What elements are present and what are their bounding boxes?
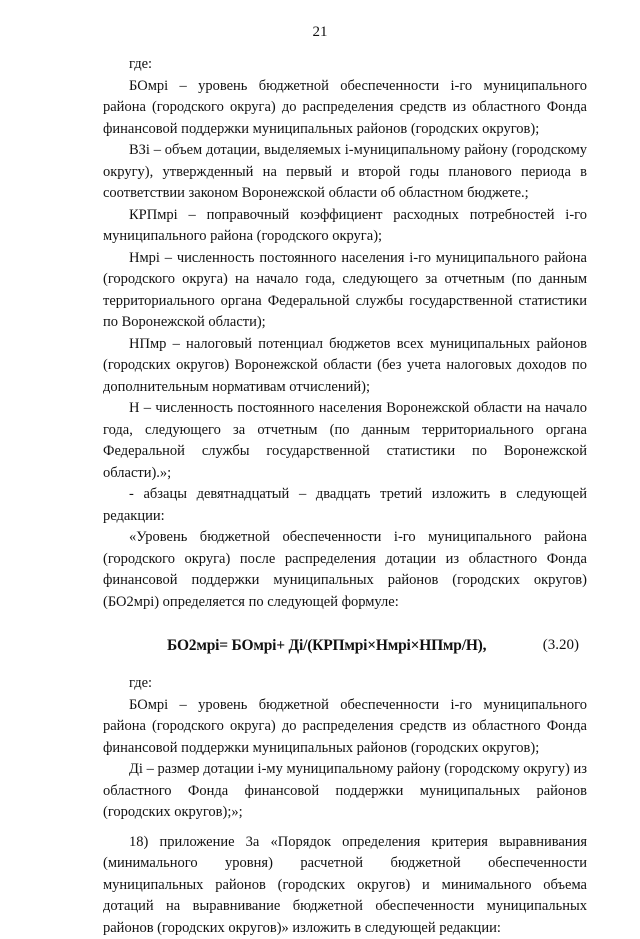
definition-bomr: БОмрi – уровень бюджетной обеспеченности i-го муниципального района (городского округа) до распределения средств из областного Фонда финансовой поддержки муниципальных районов (городских округов); — [103, 76, 587, 141]
definition-krpmr: КРПмрi – поправочный коэффициент расходных потребностей i-го муниципального района (городского округа); — [103, 205, 587, 248]
paragraph-abzacy: - абзацы девятнадцатый – двадцать третий изложить в следующей редакции: — [103, 484, 587, 527]
definition-d: Дi – размер дотации i-му муниципальному району (городскому округу) из областного Фонда финансовой поддержки муниципальных районов (городских округов);»; — [103, 759, 587, 824]
definition-n: Н – численность постоянного населения Воронежской области на начало года, следующего за отчетным (по данным территориального органа Федеральной службы государственной статистики по Воронежской области).»; — [103, 398, 587, 484]
formula-block — [103, 623, 587, 669]
definition-bomr-2: БОмрi – уровень бюджетной обеспеченности i-го муниципального района (городского округа) до распределения средств из областного Фонда финансовой поддержки муниципальных районов (городских округов); — [103, 695, 587, 760]
formula-expression: БО2мрi= БОмрi+ Дi/(КРПмрi×Нмрi×НПмр/Н), — [167, 635, 486, 657]
formula-number: (3.20) — [543, 635, 579, 657]
definition-vz: ВЗi – объем дотации, выделяемых i-муниципальному району (городскому округу), утвержденный на первый и второй годы планового периода в соответствии законом Воронежской области об областном бюджете.; — [103, 140, 587, 205]
page-number: 21 — [0, 22, 640, 44]
text-body — [103, 54, 587, 939]
where-label: где: — [103, 54, 587, 76]
paragraph-item-18: 18) приложение 3а «Порядок определения критерия выравнивания (минимального уровня) расчетной бюджетной обеспеченности муниципальных районов (городских округов) и минимального объема дотаций на выравнивание бюджетной обеспеченности муниципальных районов (городских округов)» изложить в следующей редакции: — [103, 832, 587, 939]
definition-npmr: НПмр – налоговый потенциал бюджетов всех муниципальных районов (городских округов) Воронежской области (без учета налоговых доходов по дополнительным нормативам отчислений); — [103, 334, 587, 399]
definition-nmr: Нмрi – численность постоянного населения i-го муниципального района (городского округа) на начало года, следующего за отчетным (по данным территориального органа Федеральной службы государственной статистики по Воронежской области); — [103, 248, 587, 334]
paragraph-uroven: «Уровень бюджетной обеспеченности i-го муниципального района (городского округа) после распределения дотации из областного Фонда финансовой поддержки муниципальных районов (городских округов) (БО2мрi) определяется по следующей формуле: — [103, 527, 587, 613]
where-label-2: где: — [103, 673, 587, 695]
